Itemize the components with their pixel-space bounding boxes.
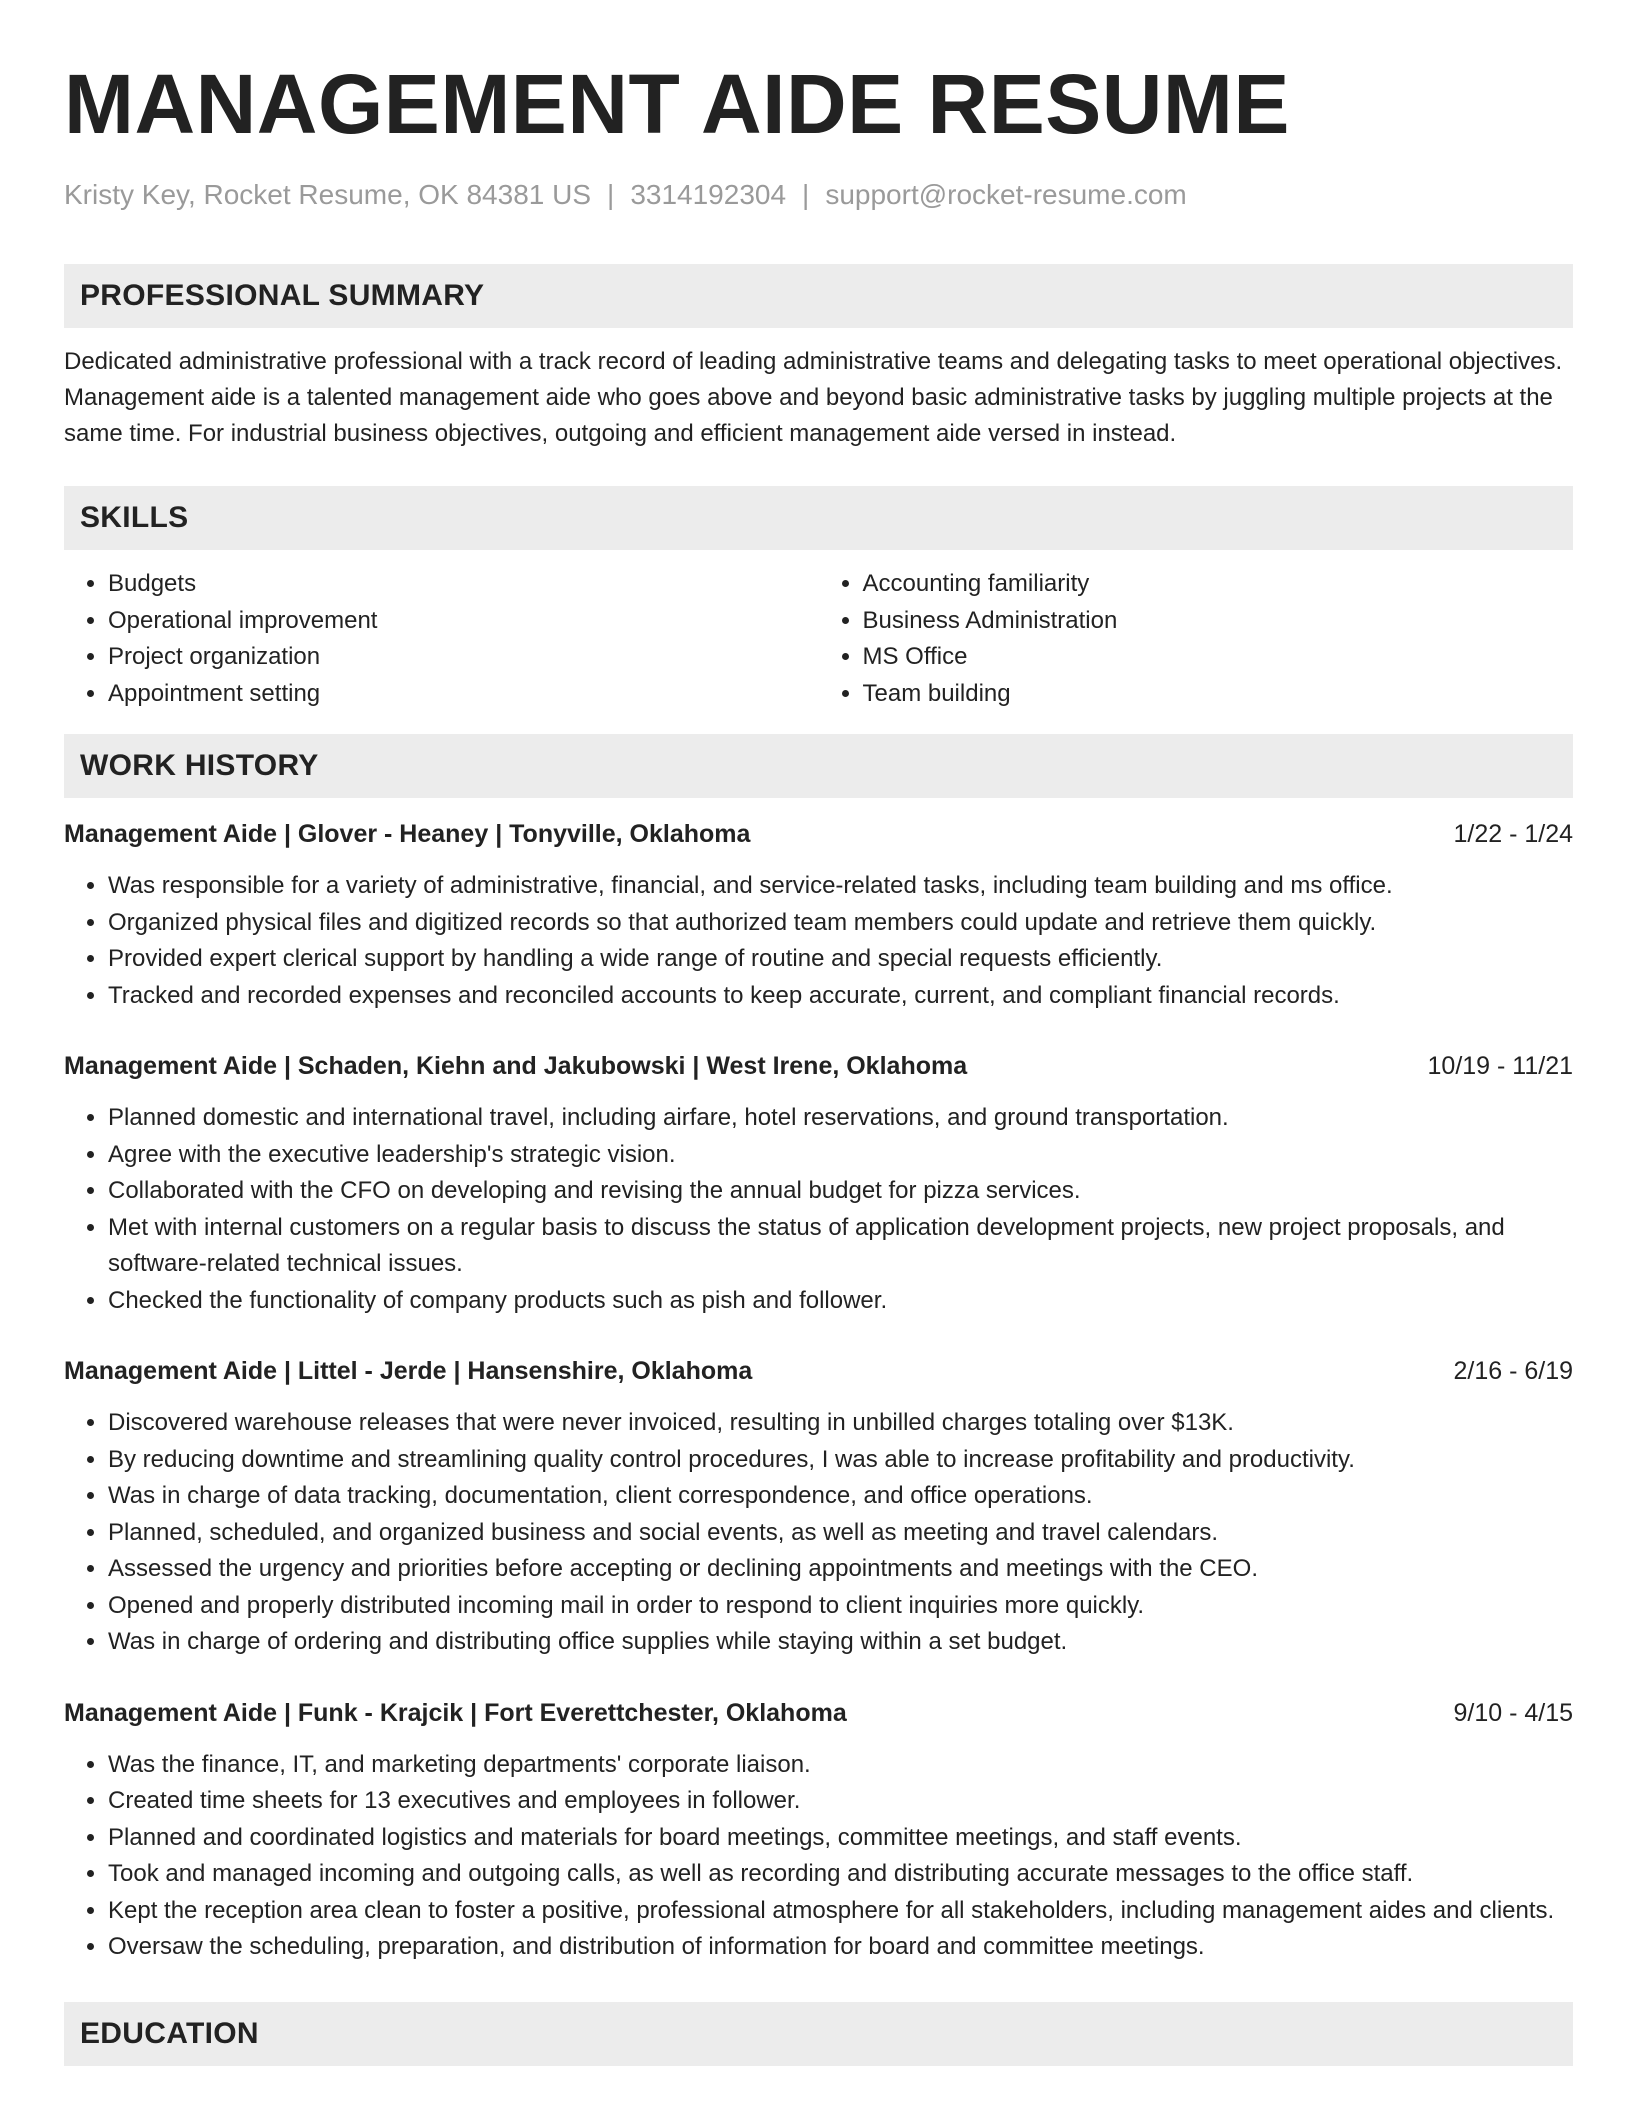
job-bullet: • Agree with the executive leadership's strategic vision. [108,1137,1573,1174]
job-entry [64,1353,1573,1661]
job-header [64,1048,1573,1084]
job-bullet: • Assessed the urgency and priorities before accepting or declining appointments and meetings with the CEO. [108,1551,1573,1588]
contact-line [64,178,1573,212]
resume-page [64,48,1573,2066]
job-entry [64,1695,1573,1966]
job-bullets [64,1405,1573,1661]
contact-phone: 3314192304 [630,179,787,210]
job-title: Management Aide | Funk - Krajcik | Fort Everettchester, Oklahoma [64,1698,847,1727]
section-heading-summary: PROFESSIONAL SUMMARY [64,264,1573,328]
section-heading-work-history: WORK HISTORY [64,734,1573,798]
job-bullet: • Checked the functionality of company products such as pish and follower. [108,1283,1573,1320]
skills-column-left [64,566,819,712]
summary-text: Dedicated administrative professional with a track record of leading administrative teams and delegating tasks to meet operational objectives. Management aide is a talented management aide who goes above and beyond basic administrative tasks by juggling multiple projects at the same time. For industrial business objectives, outgoing and efficient management aide versed in instead. [64,348,1563,447]
job-title: Management Aide | Glover - Heaney | Tonyville, Oklahoma [64,820,751,848]
job-dates: 9/10 - 4/15 [1453,1698,1573,1727]
skills-list [64,566,1573,712]
job-bullet: • Tracked and recorded expenses and reconciled accounts to keep accurate, current, and compliant financial records. [108,978,1573,1015]
skill-item: • Accounting familiarity [863,566,1574,603]
job-entry [64,816,1573,1014]
job-bullet: • Collaborated with the CFO on developing and revising the annual budget for pizza services. [108,1173,1573,1210]
resume-title: MANAGEMENT AIDE RESUME [64,57,1290,151]
contact-separator: | [607,179,615,210]
job-dates: 10/19 - 11/21 [1427,1052,1573,1080]
job-dates: 1/22 - 1/24 [1453,820,1573,848]
job-bullet: • By reducing downtime and streamlining quality control procedures, I was able to increase profitability and productivity. [108,1442,1573,1479]
skill-item: • Business Administration [863,603,1574,640]
job-header [64,816,1573,852]
skill-item: • MS Office [863,639,1574,676]
job-header [64,1695,1573,1731]
job-bullet: • Organized physical files and digitized records so that authorized team members could update and retrieve them quickly. [108,905,1573,942]
job-bullet: • Provided expert clerical support by handling a wide range of routine and special requests efficiently. [108,941,1573,978]
skill-item: • Project organization [108,639,819,676]
job-bullet: • Created time sheets for 13 executives and employees in follower. [108,1783,1573,1820]
job-entry [64,1048,1573,1319]
job-bullet: • Was responsible for a variety of administrative, financial, and service-related tasks, including team building and ms office. [108,868,1573,905]
job-bullets [64,1100,1573,1319]
job-bullet: • Was in charge of data tracking, documentation, client correspondence, and office operations. [108,1478,1573,1515]
job-bullet: • Planned, scheduled, and organized business and social events, as well as meeting and travel calendars. [108,1515,1573,1552]
job-bullet: • Met with internal customers on a regular basis to discuss the status of application development projects, new project proposals, and software-related technical issues. [108,1210,1573,1283]
job-bullet: • Was in charge of ordering and distributing office supplies while staying within a set budget. [108,1624,1573,1661]
contact-separator: | [802,179,810,210]
contact-email: support@rocket-resume.com [825,179,1187,210]
section-heading-skills: SKILLS [64,486,1573,550]
section-heading-education: EDUCATION [64,2002,1573,2066]
job-bullet: • Kept the reception area clean to foster a positive, professional atmosphere for all stakeholders, including management aides and clients. [108,1893,1573,1930]
skill-item: • Operational improvement [108,603,819,640]
job-bullet: • Planned domestic and international travel, including airfare, hotel reservations, and ground transportation. [108,1100,1573,1137]
job-bullet: • Was the finance, IT, and marketing departments' corporate liaison. [108,1747,1573,1784]
skills-column-right [819,566,1574,712]
job-title: Management Aide | Littel - Jerde | Hansenshire, Oklahoma [64,1357,753,1385]
job-bullet: • Took and managed incoming and outgoing calls, as well as recording and distributing accurate messages to the office staff. [108,1856,1573,1893]
job-bullet: • Discovered warehouse releases that were never invoiced, resulting in unbilled charges totaling over $13K. [108,1405,1573,1442]
job-bullets [64,868,1573,1014]
skill-item: • Budgets [108,566,819,603]
skill-item: • Team building [863,676,1574,713]
job-bullet: • Oversaw the scheduling, preparation, and distribution of information for board and committee meetings. [108,1929,1573,1966]
job-bullet: • Planned and coordinated logistics and materials for board meetings, committee meetings, and staff events. [108,1820,1573,1857]
job-bullets [64,1747,1573,1966]
contact-address: Kristy Key, Rocket Resume, OK 84381 US [64,179,592,210]
skill-item: • Appointment setting [108,676,819,713]
job-title: Management Aide | Schaden, Kiehn and Jakubowski | West Irene, Oklahoma [64,1052,968,1080]
job-bullet: • Opened and properly distributed incoming mail in order to respond to client inquiries more quickly. [108,1588,1573,1625]
job-header [64,1353,1573,1389]
job-dates: 2/16 - 6/19 [1453,1357,1573,1385]
